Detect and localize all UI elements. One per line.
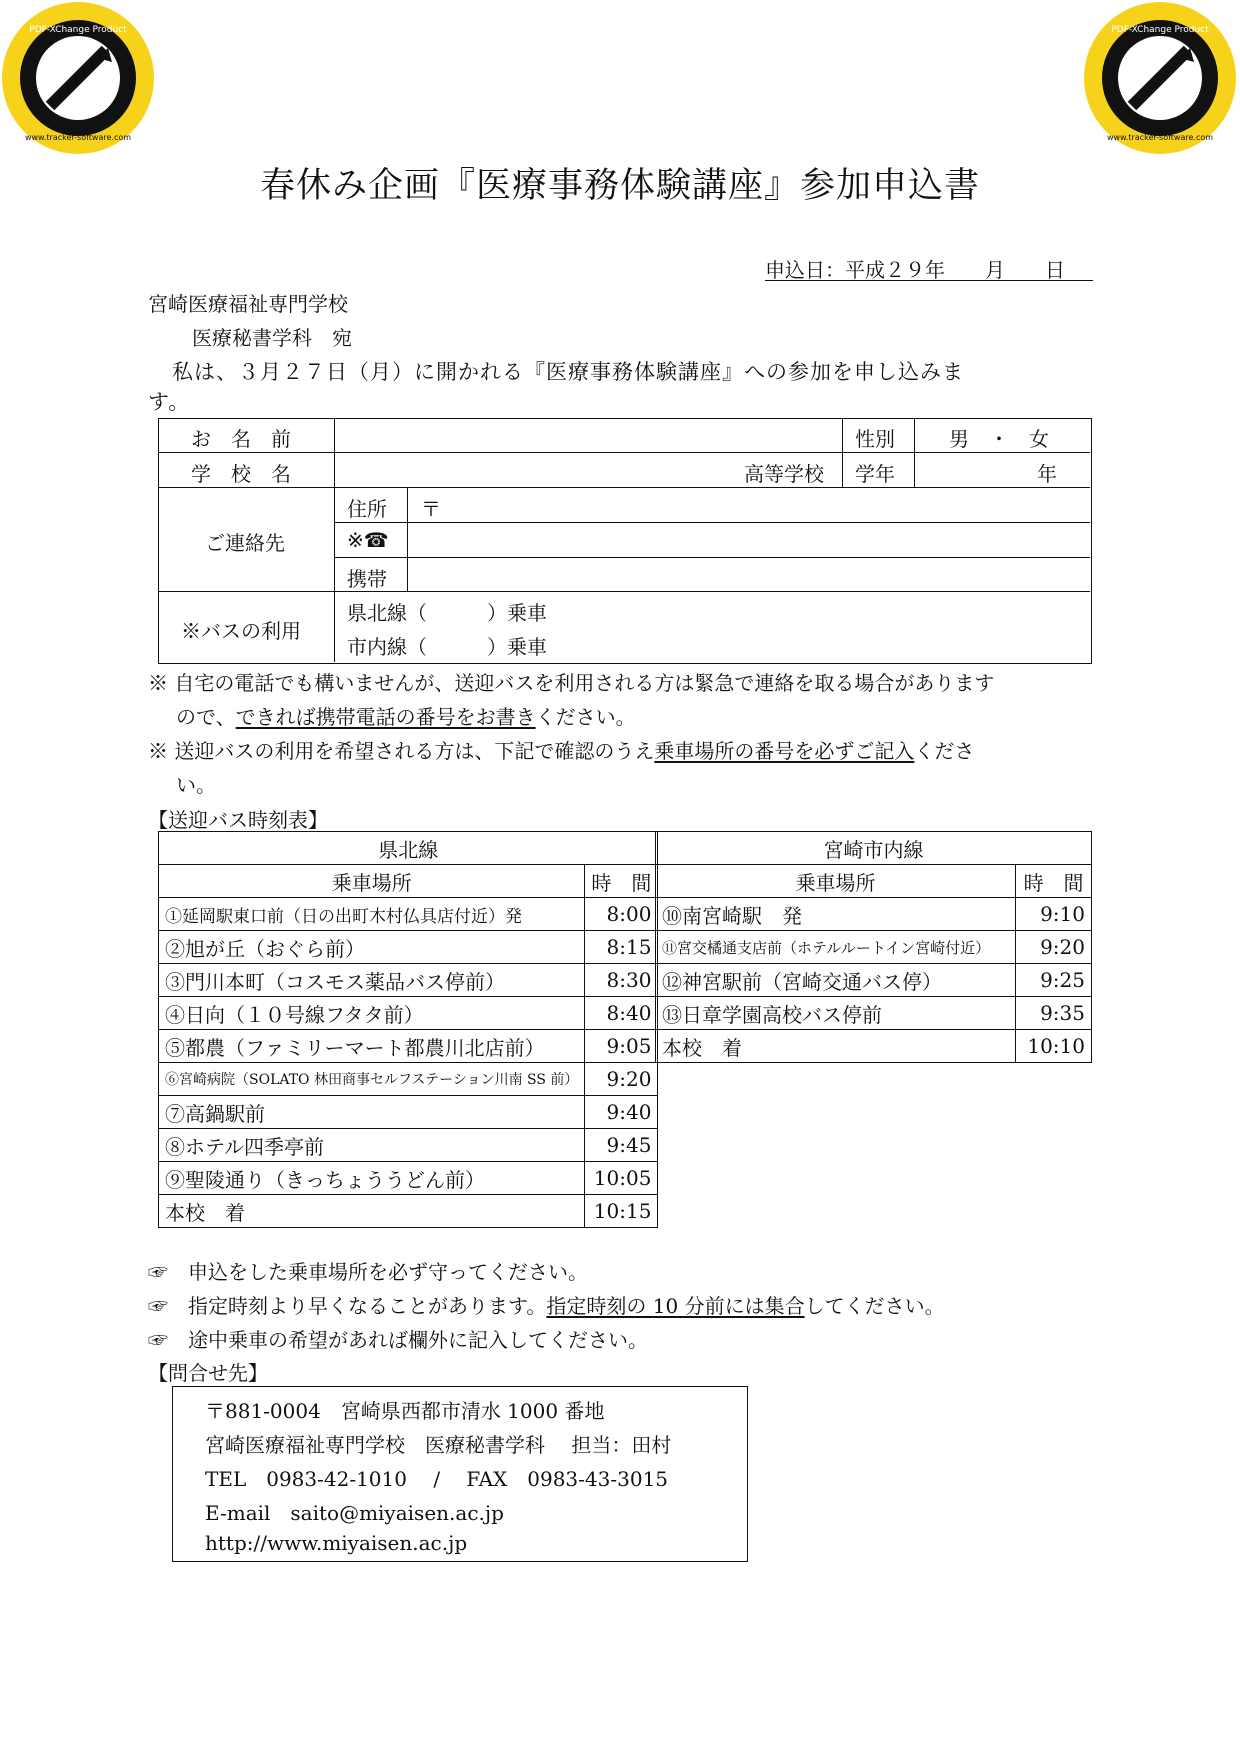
note-1-line-a: ※ 自宅の電話でも構いませんが、送迎バスを利用される方は緊急で連絡を取る場合があります [148,671,995,695]
north-place-6: ⑥宮崎病院（SOLATO 林田商事セルフステーション川南 SS 前） [159,1063,585,1096]
school-suffix: 高等学校 [744,462,824,486]
bus-north-field[interactable]: 県北線（ ）乗車 [347,601,547,625]
bullet-2: ☞ 指定時刻より早くなることがあります。指定時刻の 10 分前には集合してください。 [148,1294,945,1318]
application-form [158,418,1092,664]
north-time-10: 10:15 [585,1195,658,1228]
contact-box [172,1386,748,1562]
north-place-2: ②旭が丘（おぐら前） [159,931,585,964]
table-row [656,1030,1092,1063]
pdf-xchange-stamp-left[interactable] [0,0,160,160]
north-col-place: 乗車場所 [159,865,585,898]
north-place-10: 本校 着 [159,1195,585,1228]
table-row [159,964,658,997]
table-row [159,1195,658,1228]
table-row [656,964,1092,997]
table-row [159,898,658,931]
table-row [159,997,658,1030]
north-place-4: ④日向（１０号線フタタ前） [159,997,585,1030]
inquiry-heading: 【問合せ先】 [148,1361,268,1385]
addressee-department: 医療秘書学科 宛 [192,326,352,350]
pdf-xchange-stamp-right[interactable] [1082,0,1240,160]
north-place-8: ⑧ホテル四季亭前 [159,1129,585,1162]
address-field[interactable]: 〒 [421,497,441,521]
city-place-1: ⑩南宮崎駅 発 [656,898,1016,931]
contact-website[interactable]: http://www.miyaisen.ac.jp [205,1531,468,1555]
north-line-schedule [158,831,658,1228]
north-place-9: ⑨聖陵通り（きっちょううどん前） [159,1162,585,1195]
bus-label: ※バスの利用 [181,619,301,643]
gender-options[interactable]: 男 ・ 女 [949,427,1049,451]
grade-suffix: 年 [1037,462,1057,486]
north-time-2: 8:15 [585,931,658,964]
bullet-1: ☞ 申込をした乗車場所を必ず守ってください。 [148,1260,588,1284]
mobile-label: 携帯 [347,567,387,591]
city-time-2: 9:20 [1016,931,1092,964]
table-row [159,1063,658,1096]
intro-line-1: 私は、３月２７日（月）に開かれる『医療事務体験講座』への参加を申し込みま [172,360,964,384]
contact-label: ご連絡先 [205,531,285,555]
note-2-line-a: ※ 送迎バスの利用を希望される方は、下記で確認のうえ乗車場所の番号を必ずご記入くださ [148,739,975,763]
gender-label: 性別 [855,427,895,451]
schedule-heading: 【送迎バス時刻表】 [148,808,328,832]
school-field[interactable] [344,454,739,487]
city-col-time: 時 間 [1016,865,1092,898]
contact-organization: 宮崎医療福祉専門学校 医療秘書学科 担当：田村 [205,1433,672,1457]
phone-label: ※☎ [347,528,389,552]
table-row [159,1129,658,1162]
mobile-field[interactable] [421,559,1081,590]
table-row [159,1096,658,1129]
city-place-2: ⑪宮交橘通支店前（ホテルルートイン宮崎付近） [656,931,1016,964]
note-2-line-b: い。 [176,773,216,797]
city-place-3: ⑫神宮駅前（宮崎交通バス停） [656,964,1016,997]
name-label: お 名 前 [191,427,291,451]
phone-field[interactable] [421,524,1081,556]
page-title: 春休み企画『医療事務体験講座』参加申込書 [259,166,980,206]
north-time-5: 9:05 [585,1030,658,1063]
bus-city-field[interactable]: 市内線（ ）乗車 [347,635,547,659]
stamp-text-outer: PDF-XChange Product [29,25,127,35]
city-place-4: ⑬日章学園高校バス停前 [656,997,1016,1030]
north-time-1: 8:00 [585,898,658,931]
north-time-8: 9:45 [585,1129,658,1162]
contact-address: 〒881-0004 宮崎県西都市清水 1000 番地 [205,1399,605,1423]
table-row [656,997,1092,1030]
city-place-5: 本校 着 [656,1030,1016,1063]
city-time-5: 10:10 [1016,1030,1092,1063]
addressee-school: 宮崎医療福祉専門学校 [148,292,348,316]
north-time-7: 9:40 [585,1096,658,1129]
north-place-5: ⑤都農（ファミリーマート都農川北店前） [159,1030,585,1063]
note-1-line-b: ので、できれば携帯電話の番号をお書きください。 [176,705,636,729]
table-row [656,931,1092,964]
north-time-3: 8:30 [585,964,658,997]
north-line-title: 県北線 [159,832,658,865]
north-time-4: 8:40 [585,997,658,1030]
north-time-9: 10:05 [585,1162,658,1195]
stamp-text-url: www.tracker-software.com [24,133,132,142]
name-field[interactable] [344,419,834,452]
city-time-4: 9:35 [1016,997,1092,1030]
bullet-3: ☞ 途中乗車の希望があれば欄外に記入してください。 [148,1328,648,1352]
table-row [159,1030,658,1063]
city-time-3: 9:25 [1016,964,1092,997]
north-place-7: ⑦高鍋駅前 [159,1096,585,1129]
stamp-text-url: www.tracker-software.com [1106,133,1214,142]
school-label: 学 校 名 [191,462,291,486]
north-place-3: ③門川本町（コスモス薬品バス停前） [159,964,585,997]
grade-label: 学年 [855,462,895,486]
city-time-1: 9:10 [1016,898,1092,931]
address-label: 住所 [347,497,387,521]
contact-phone-fax: TEL 0983-42-1010 / FAX 0983-43-3015 [205,1467,669,1491]
application-date: 申込日：平成２９年 月 日 [765,258,1065,282]
city-line-schedule [655,831,1092,1063]
north-col-time: 時 間 [585,865,658,898]
date-underline [765,280,1093,281]
table-row [159,1162,658,1195]
stamp-text-outer: PDF-XChange Product [1111,25,1209,35]
city-col-place: 乗車場所 [656,865,1016,898]
table-row [159,931,658,964]
intro-line-2: す。 [148,390,191,414]
north-time-6: 9:20 [585,1063,658,1096]
contact-email[interactable]: E-mail saito@miyaisen.ac.jp [205,1501,504,1525]
table-row [656,898,1092,931]
north-place-1: ①延岡駅東口前（日の出町木村仏具店付近）発 [159,898,585,931]
city-line-title: 宮崎市内線 [656,832,1092,865]
